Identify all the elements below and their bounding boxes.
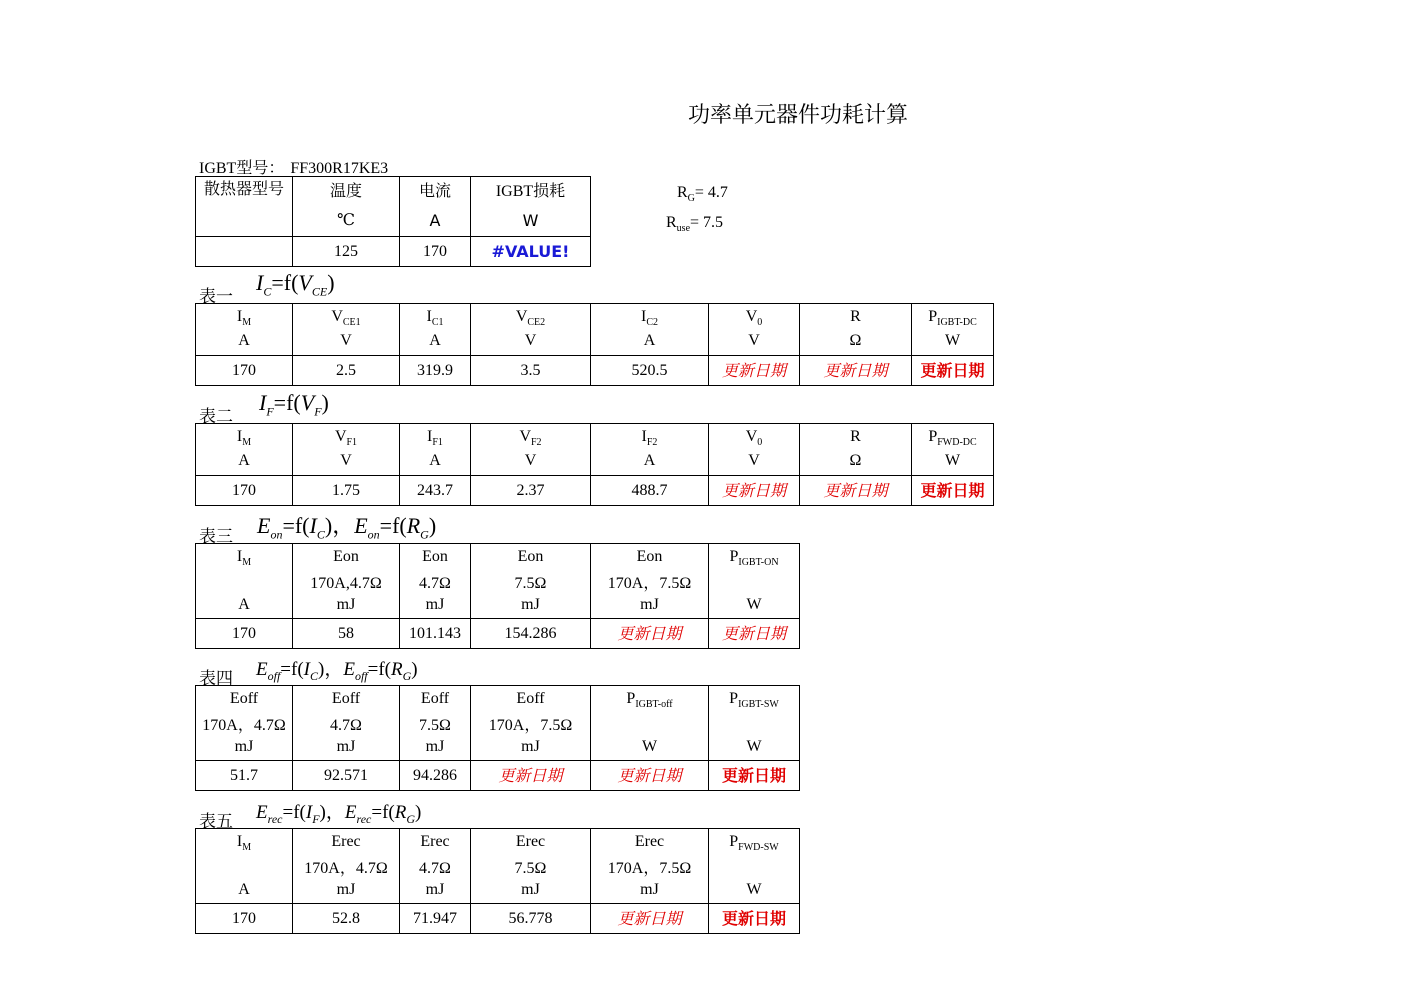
header-unit: W (944, 451, 961, 469)
table1-value-cell[interactable]: 2.5 (293, 356, 400, 386)
header-condition (709, 858, 799, 879)
header-unit: A (643, 451, 656, 469)
header-unit: V (748, 451, 760, 469)
table4-value-cell[interactable]: 92.571 (293, 761, 400, 791)
header-symbol: $V_0$ (745, 428, 763, 449)
table5-value-cell[interactable]: 56.778 (471, 904, 591, 934)
table4-header-cell (293, 686, 400, 761)
table1-header-cell (912, 304, 994, 356)
table2-value-cell[interactable]: 更新日期 (709, 476, 800, 506)
header-unit: mJ (234, 738, 254, 756)
table5-value-cell[interactable]: 71.947 (400, 904, 471, 934)
table1-value-cell[interactable]: 520.5 (591, 356, 709, 386)
table2-header-cell (591, 424, 709, 476)
header-condition (709, 573, 799, 594)
igbt-model-value: FF300R17KE3 (290, 160, 389, 177)
table5-value-cell[interactable]: 52.8 (293, 904, 400, 934)
table3-label: 表三 (199, 527, 233, 546)
table4-eoff (195, 685, 800, 791)
header-unit: V (524, 451, 537, 469)
header-unit: A (238, 331, 250, 349)
table1-value-cell[interactable]: 3.5 (471, 356, 591, 386)
table5-value-row (196, 904, 800, 934)
header-condition: 170A，7.5Ω (488, 716, 573, 734)
header-igbt-loss: IGBT损耗 (471, 177, 591, 207)
header-condition (196, 573, 292, 594)
table3-formula: $E_{on}=f(I_C)$，$E_{on}=f(R_G)$ (257, 513, 437, 542)
header-symbol: Erec (420, 833, 450, 850)
rg-value: $R_G= 4.7$ (677, 184, 728, 205)
table4-value-cell[interactable]: 94.286 (400, 761, 471, 791)
header-symbol: Eon (422, 548, 448, 565)
table4-header-cell (591, 686, 709, 761)
header-unit: V (340, 451, 352, 469)
table3-header-cell (591, 544, 709, 619)
table2-value-cell[interactable]: 243.7 (400, 476, 471, 506)
table3-value-cell[interactable]: 101.143 (400, 619, 471, 649)
header-unit: mJ (640, 596, 659, 614)
table2-value-cell[interactable]: 更新日期 (912, 476, 994, 506)
igbt-model-line (199, 155, 394, 178)
header-symbol: $V_{F1}$ (334, 428, 358, 449)
header-unit: mJ (336, 596, 356, 614)
table3-header-cell (400, 544, 471, 619)
cell-current[interactable]: 170 (400, 237, 471, 267)
table2-header-cell (293, 424, 400, 476)
table1-header-cell (709, 304, 800, 356)
ruse-value: $R_{use}= 7.5$ (666, 214, 724, 235)
table3-value-cell[interactable]: 更新日期 (709, 619, 800, 649)
table4-header-row (196, 686, 800, 761)
header-unit: A (643, 331, 656, 349)
header-unit: W (746, 595, 762, 613)
header-unit: A (429, 331, 441, 349)
header-symbol: $P_{FWD-DC}$ (928, 428, 977, 449)
unit-igbt-loss: W (471, 207, 591, 237)
page-title: 功率单元器件功耗计算 (687, 103, 908, 128)
table3-value-cell[interactable]: 170 (196, 619, 293, 649)
header-unit: W (944, 331, 961, 349)
header-symbol: $I_{C2}$ (641, 308, 658, 329)
header-condition: 170A，4.7Ω (202, 716, 286, 734)
cell-temperature[interactable]: 125 (293, 237, 400, 267)
table1-value-row (196, 356, 994, 386)
header-condition: 170A，7.5Ω (607, 859, 692, 877)
table5-value-cell[interactable]: 170 (196, 904, 293, 934)
table2-value-cell[interactable]: 更新日期 (800, 476, 912, 506)
table2-value-cell[interactable]: 2.37 (471, 476, 591, 506)
header-symbol: R (850, 308, 861, 325)
table1-header-cell (400, 304, 471, 356)
table3-header-cell (293, 544, 400, 619)
header-unit: V (748, 331, 760, 349)
table2-formula: $I_F=f(V_F)$ (259, 390, 329, 419)
table1-header-cell (293, 304, 400, 356)
header-unit: V (340, 331, 352, 349)
table4-label: 表四 (199, 669, 233, 688)
header-unit: W (746, 737, 762, 755)
table2-header-row (196, 424, 994, 476)
header-unit: A (238, 451, 250, 469)
header-symbol: $I_M$ (236, 308, 252, 329)
header-unit: mJ (521, 596, 540, 614)
header-condition: 170A，7.5Ω (607, 574, 692, 592)
table2-value-row (196, 476, 994, 506)
header-unit: mJ (336, 738, 356, 756)
table2-value-cell[interactable]: 170 (196, 476, 293, 506)
header-unit: mJ (521, 738, 540, 756)
table1-header-cell (471, 304, 591, 356)
table4-value-cell[interactable]: 更新日期 (709, 761, 800, 791)
header-unit: A (238, 880, 250, 898)
header-current: 电流 (400, 177, 471, 207)
header-condition (196, 858, 292, 879)
table1-header-cell (196, 304, 293, 356)
table4-value-row (196, 761, 800, 791)
table5-formula: $E_{rec}=f(I_F)$，$E_{rec}=f(R_G)$ (256, 802, 422, 826)
header-unit: Ω (849, 331, 862, 349)
header-symbol: $I_M$ (236, 428, 252, 449)
table4-header-cell (400, 686, 471, 761)
table5-header-cell (293, 829, 400, 904)
table5-header-row (196, 829, 800, 904)
header-symbol: $P_{IGBT-ON}$ (729, 548, 779, 569)
header-symbol: Eon (333, 548, 359, 565)
cell-igbt-loss[interactable]: #VALUE! (471, 237, 591, 267)
table1-header-cell (591, 304, 709, 356)
header-symbol: Eon (517, 548, 544, 565)
header-symbol: Eoff (229, 690, 259, 707)
header-heatsink-model: 散热器型号 (196, 177, 293, 237)
header-condition: 4.7Ω (330, 716, 362, 734)
table2-header-cell (196, 424, 293, 476)
header-condition: 170A，4.7Ω (304, 859, 388, 877)
table2-value-cell[interactable]: 1.75 (293, 476, 400, 506)
table1-value-cell[interactable]: 170 (196, 356, 293, 386)
table4-header-cell (709, 686, 800, 761)
table1-label: 表一 (199, 287, 233, 306)
header-unit: Ω (849, 451, 862, 469)
table4-value-cell[interactable]: 更新日期 (471, 761, 591, 791)
table1-header-row (196, 304, 994, 356)
header-unit: W (746, 880, 762, 898)
table2-value-cell[interactable]: 488.7 (591, 476, 709, 506)
table5-value-cell[interactable]: 更新日期 (709, 904, 800, 934)
header-symbol: $I_{F1}$ (427, 428, 443, 449)
table5-header-cell (196, 829, 293, 904)
table3-header-cell (471, 544, 591, 619)
table3-value-row (196, 619, 800, 649)
header-unit: mJ (425, 738, 445, 756)
table2-header-cell (400, 424, 471, 476)
table5-value-cell[interactable]: 更新日期 (591, 904, 709, 934)
header-symbol: $I_M$ (236, 833, 252, 854)
table1-value-cell[interactable]: 更新日期 (800, 356, 912, 386)
header-condition: 7.5Ω (514, 859, 547, 877)
header-symbol: $P_{IGBT-DC}$ (928, 308, 977, 329)
header-symbol: Eoff (420, 690, 450, 707)
header-symbol: $V_{CE2}$ (515, 308, 546, 329)
table4-header-cell (471, 686, 591, 761)
unit-current: A (400, 207, 471, 237)
header-condition (591, 715, 708, 736)
header-symbol: $V_{CE1}$ (331, 308, 361, 329)
header-symbol: Eon (636, 548, 663, 565)
header-condition: 7.5Ω (514, 574, 547, 592)
header-symbol: Erec (331, 833, 361, 850)
header-symbol: $V_{F2}$ (519, 428, 542, 449)
header-symbol: R (850, 428, 861, 445)
table5-header-cell (709, 829, 800, 904)
table1-igbt-dc (195, 303, 994, 386)
table3-header-cell (196, 544, 293, 619)
table1-formula: $I_C=f(V_{CE})$ (256, 270, 335, 299)
table5-erec (195, 828, 800, 934)
header-symbol: $P_{IGBT-SW}$ (729, 690, 779, 711)
table2-fwd-dc (195, 423, 994, 506)
header-unit: A (238, 595, 250, 613)
table4-header-cell (196, 686, 293, 761)
table3-value-cell[interactable]: 154.286 (471, 619, 591, 649)
cell-heatsink-model[interactable] (196, 237, 293, 267)
header-symbol: Erec (634, 833, 665, 850)
table5-header-cell (591, 829, 709, 904)
table2-header-cell (912, 424, 994, 476)
header-symbol: Eoff (331, 690, 361, 707)
table2-header-cell (800, 424, 912, 476)
table1-value-cell[interactable]: 更新日期 (709, 356, 800, 386)
table4-value-cell[interactable]: 更新日期 (591, 761, 709, 791)
header-symbol: $V_0$ (745, 308, 763, 329)
table4-formula: $E_{off}=f(I_C)$，$E_{off}=f(R_G)$ (256, 659, 418, 683)
header-unit: mJ (425, 881, 445, 899)
header-unit: mJ (640, 881, 659, 899)
table1-header-cell (800, 304, 912, 356)
table4-value-cell[interactable]: 51.7 (196, 761, 293, 791)
table3-value-cell[interactable]: 58 (293, 619, 400, 649)
table3-eon (195, 543, 800, 649)
table5-header-cell (400, 829, 471, 904)
header-unit: mJ (425, 596, 445, 614)
table5-label: 表五 (199, 812, 233, 831)
table5-header-cell (471, 829, 591, 904)
igbt-model-label: IGBT型号： (199, 160, 285, 177)
unit-temperature: ℃ (293, 207, 400, 237)
header-unit: mJ (336, 881, 356, 899)
table1-value-cell[interactable]: 319.9 (400, 356, 471, 386)
header-condition (709, 715, 799, 736)
table3-header-row (196, 544, 800, 619)
table3-header-cell (709, 544, 800, 619)
table2-header-cell (709, 424, 800, 476)
header-unit: A (429, 451, 441, 469)
header-symbol: Eoff (516, 690, 545, 707)
header-condition: 4.7Ω (419, 859, 451, 877)
table1-value-cell[interactable]: 更新日期 (912, 356, 994, 386)
header-unit: W (641, 737, 658, 755)
table2-header-cell (471, 424, 591, 476)
header-symbol: $I_{C1}$ (426, 308, 444, 329)
header-symbol: $P_{IGBT-off}$ (626, 690, 673, 711)
header-symbol: $I_{F2}$ (641, 428, 658, 449)
table3-value-cell[interactable]: 更新日期 (591, 619, 709, 649)
header-condition: 4.7Ω (419, 574, 451, 592)
header-unit: V (524, 331, 537, 349)
header-unit: mJ (521, 881, 540, 899)
header-condition: 170A,4.7Ω (310, 574, 382, 592)
table2-label: 表二 (199, 407, 233, 426)
heatsink-table (195, 176, 591, 267)
header-symbol: $P_{FWD-SW}$ (729, 833, 779, 854)
header-symbol: $I_M$ (236, 548, 252, 569)
header-symbol: Erec (515, 833, 546, 850)
header-temperature: 温度 (293, 177, 400, 207)
header-condition: 7.5Ω (419, 716, 451, 734)
